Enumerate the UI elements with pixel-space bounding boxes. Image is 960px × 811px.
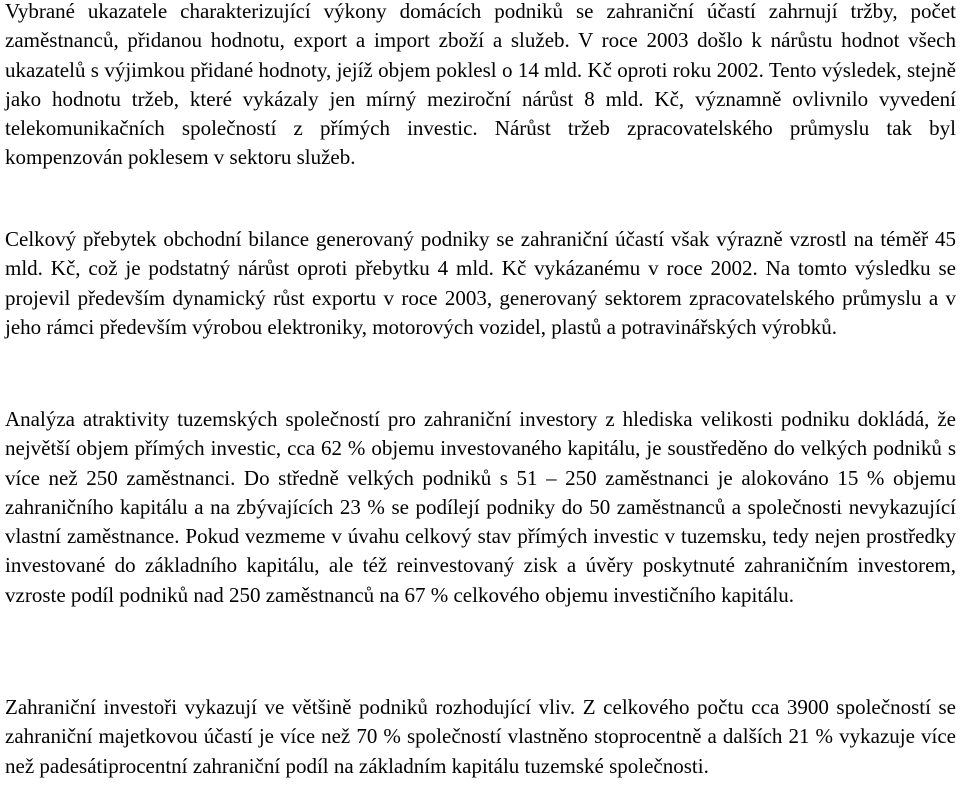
- paragraph-investor-control: Zahraniční investoři vykazují ve většině podniků rozhodující vliv. Z celkového počtu cca 3900 společností se zahraniční majetkovou účastí je více než 70 % společností vlastněno stoprocentně a dalších 21 % vykazuje více než padesátiprocentní zahraniční podíl na základním kapitálu tuzemské společnosti.: [5, 695, 956, 778]
- paragraph-enterprise-size-analysis: Analýza atraktivity tuzemských společností pro zahraniční investory z hlediska velikosti podniku dokládá, že největší objem přímých investic, cca 62 % objemu investovaného kapitálu, je soustředěno do velkých podniků s více než 250 zaměstnanci. Do středně velkých podniků s 51 – 250 zaměstnanci je alokováno 15 % objemu zahraničního kapitálu a na zbývajících 23 % se podílejí podniky do 50 zaměstnanců a společnosti nevykazující vlastní zaměstnance. Pokud vezmeme v úvahu celkový stav přímých investic v tuzemsku, tedy nejen prostředky investované do základního kapitálu, ale též reinvestovaný zisk a úvěry poskytnuté zahraničním investorem, vzroste podíl podniků nad 250 zaměstnanců na 67 % celkového objemu investičního kapitálu.: [5, 407, 956, 607]
- paragraph-trade-balance-surplus: Celkový přebytek obchodní bilance generovaný podniky se zahraniční účastí však výrazně vzrostl na téměř 45 mld. Kč, což je podstatný nárůst oproti přebytku 4 mld. Kč vykázanému v roce 2002. Na tomto výsledku se projevil především dynamický růst exportu v roce 2003, generovaný sektorem zpracovatelského průmyslu a v jeho rámci především výrobou elektroniky, motorových vozidel, plastů a potravinářských výrobků.: [5, 227, 956, 339]
- paragraph-foreign-enterprise-indicators: Vybrané ukazatele charakterizující výkony domácích podniků se zahraniční účastí zahrnují tržby, počet zaměstnanců, přidanou hodnotu, export a import zboží a služeb. V roce 2003 došlo k nárůstu hodnot všech ukazatelů s výjimkou přidané hodnoty, jejíž objem poklesl o 14 mld. Kč oproti roku 2002. Tento výsledek, stejně jako hodnotu tržeb, které vykázaly jen mírný meziroční nárůst 8 mld. Kč, významně ovlivnilo vyvedení telekomunikačních společností z přímých investic. Nárůst tržeb zpracovatelského průmyslu tak byl kompenzován poklesem v sektoru služeb.: [5, 0, 956, 170]
